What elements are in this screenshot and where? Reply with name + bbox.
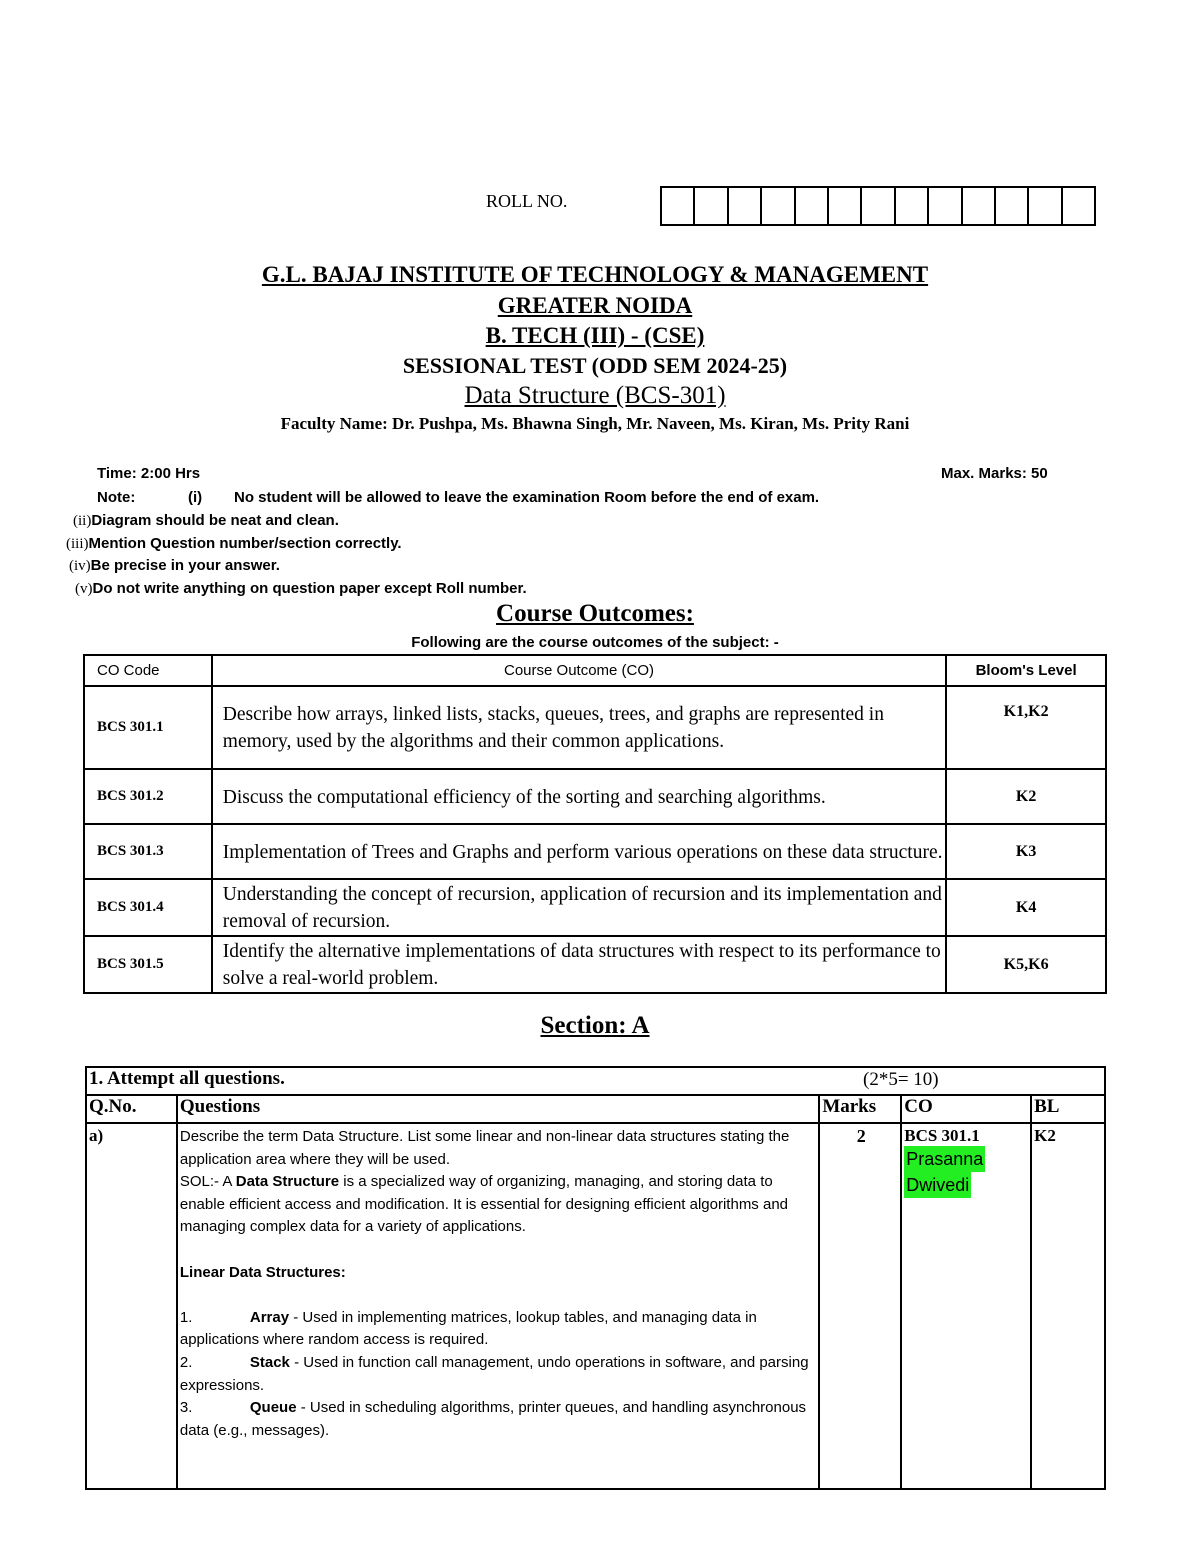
co-level: K5,K6 bbox=[946, 936, 1106, 993]
solution-rest: is a specialized way of organizing, managing, and storing data to enable efficient access and modification. It is essential for designing efficient algorithms and managing complex data for a variety of applications. bbox=[179, 1173, 789, 1236]
question-marks: 2 bbox=[819, 1123, 901, 1489]
roll-no-label: ROLL NO. bbox=[486, 191, 568, 211]
co-code: BCS 301.2 bbox=[84, 769, 212, 824]
co-level: K1,K2 bbox=[946, 686, 1106, 769]
col-header-co-code: CO Code bbox=[84, 655, 212, 686]
roll-box[interactable] bbox=[796, 188, 829, 224]
table-row bbox=[84, 936, 1106, 993]
list-item bbox=[180, 1352, 818, 1397]
col-header-qno: Q.No. bbox=[86, 1095, 177, 1123]
section-instruction: 1. Attempt all questions. bbox=[89, 1068, 285, 1089]
list-item bbox=[180, 1307, 818, 1352]
roll-box[interactable] bbox=[1029, 188, 1062, 224]
roll-box[interactable] bbox=[862, 188, 895, 224]
item-name: Stack bbox=[249, 1353, 290, 1371]
table-header-row bbox=[84, 655, 1106, 686]
roll-box[interactable] bbox=[729, 188, 762, 224]
col-header-marks: Marks bbox=[819, 1095, 901, 1123]
question-bl: K2 bbox=[1031, 1123, 1105, 1489]
roll-box[interactable] bbox=[662, 188, 695, 224]
solution-text bbox=[180, 1171, 818, 1239]
roll-box[interactable] bbox=[1063, 188, 1094, 224]
note-text: No student will be allowed to leave the examination Room before the end of exam. bbox=[234, 489, 820, 506]
item-name: Queue bbox=[249, 1399, 297, 1417]
co-description: Discuss the computational efficiency of the sorting and searching algorithms. bbox=[212, 769, 946, 824]
solution-prefix: SOL:- A bbox=[179, 1173, 236, 1191]
co-level: K2 bbox=[946, 769, 1106, 824]
test-name: SESSIONAL TEST (ODD SEM 2024-25) bbox=[402, 353, 788, 378]
item-text: - Used in function call management, undo operations in software, and parsing expressions. bbox=[179, 1353, 809, 1394]
co-description: Understanding the concept of recursion, application of recursion and its implementation and removal of recursion. bbox=[212, 879, 946, 936]
co-code: BCS 301.1 bbox=[84, 686, 212, 769]
item-number: 2. bbox=[179, 1353, 193, 1371]
co-description: Implementation of Trees and Graphs and perform various operations on these data structure. bbox=[212, 824, 946, 879]
note-label: Note: bbox=[97, 489, 136, 506]
note-line bbox=[73, 512, 339, 530]
institute-city: GREATER NOIDA bbox=[497, 293, 693, 318]
institute-name: G.L. BAJAJ INSTITUTE OF TECHNOLOGY & MANAGEMENT bbox=[261, 262, 929, 287]
section-a-table bbox=[85, 1066, 1106, 1490]
co-level: K3 bbox=[946, 824, 1106, 879]
list-item bbox=[180, 1397, 818, 1442]
highlight-annotation: Prasanna bbox=[904, 1146, 985, 1172]
table-header-row bbox=[86, 1095, 1105, 1123]
subject-title: Data Structure (BCS-301) bbox=[464, 382, 726, 409]
item-name: Array bbox=[249, 1308, 290, 1326]
item-text: - Used in implementing matrices, lookup tables, and managing data in applications where random access is required. bbox=[179, 1308, 757, 1349]
item-text: - Used in scheduling algorithms, printer queues, and handling asynchronous data (e.g., messages). bbox=[179, 1399, 807, 1439]
section-title: Section: A bbox=[540, 1012, 650, 1039]
question-co-cell bbox=[901, 1123, 1031, 1489]
co-code: BCS 301.3 bbox=[84, 824, 212, 879]
col-header-blooms-level: Bloom's Level bbox=[946, 655, 1106, 686]
col-header-bl: BL bbox=[1031, 1095, 1105, 1123]
col-header-co: CO bbox=[901, 1095, 1031, 1123]
roll-box[interactable] bbox=[896, 188, 929, 224]
table-row bbox=[84, 879, 1106, 936]
roll-box[interactable] bbox=[996, 188, 1029, 224]
col-header-course-outcome: Course Outcome (CO) bbox=[212, 655, 946, 686]
item-number: 1. bbox=[179, 1308, 193, 1326]
course-name: B. TECH (III) - (CSE) bbox=[485, 323, 705, 348]
co-code: BCS 301.5 bbox=[84, 936, 212, 993]
marks-formula: (2*5= 10) bbox=[863, 1069, 939, 1090]
co-level: K4 bbox=[946, 879, 1106, 936]
table-row bbox=[86, 1123, 1105, 1489]
table-row bbox=[84, 686, 1106, 769]
co-description: Describe how arrays, linked lists, stacks, queues, trees, and graphs are represented in memory, used by the algorithms and their common applications. bbox=[212, 686, 946, 769]
question-body bbox=[177, 1123, 819, 1489]
linear-heading: Linear Data Structures: bbox=[179, 1263, 346, 1281]
note-text: Mention Question number/section correctly. bbox=[88, 535, 402, 552]
roll-box[interactable] bbox=[695, 188, 728, 224]
section-instruction-row bbox=[86, 1067, 1105, 1095]
question-number: a) bbox=[86, 1123, 177, 1489]
co-code: BCS 301.4 bbox=[84, 879, 212, 936]
solution-term: Data Structure bbox=[235, 1173, 340, 1191]
note-text: Diagram should be neat and clean. bbox=[91, 512, 339, 529]
course-outcomes-subtitle: Following are the course outcomes of the subject: - bbox=[411, 634, 779, 651]
highlight-annotation: Dwivedi bbox=[904, 1172, 971, 1198]
note-line bbox=[66, 535, 402, 553]
roll-box[interactable] bbox=[963, 188, 996, 224]
faculty-names: Faculty Name: Dr. Pushpa, Ms. Bhawna Singh, Mr. Naveen, Ms. Kiran, Ms. Prity Rani bbox=[280, 414, 910, 433]
co-description: Identify the alternative implementations of data structures with respect to its performance to solve a real-world problem. bbox=[212, 936, 946, 993]
table-row bbox=[84, 824, 1106, 879]
item-number: 3. bbox=[179, 1399, 193, 1417]
max-marks: Max. Marks: 50 bbox=[941, 465, 1048, 482]
roll-box[interactable] bbox=[829, 188, 862, 224]
roll-box[interactable] bbox=[762, 188, 795, 224]
note-number: (iii) bbox=[66, 536, 89, 552]
note-number: (iv) bbox=[69, 558, 91, 574]
question-text: Describe the term Data Structure. List some linear and non-linear data structures stating the application area where they will be used. bbox=[179, 1128, 790, 1168]
course-outcomes-title: Course Outcomes: bbox=[496, 600, 694, 627]
table-row bbox=[84, 769, 1106, 824]
note-line bbox=[69, 557, 280, 575]
note-text: Do not write anything on question paper except Roll number. bbox=[92, 580, 527, 597]
note-number: (i) bbox=[188, 489, 203, 506]
roll-box[interactable] bbox=[929, 188, 962, 224]
note-number: (v) bbox=[75, 581, 93, 597]
note-number: (ii) bbox=[73, 513, 92, 529]
note-line bbox=[75, 580, 527, 598]
time-allowed: Time: 2:00 Hrs bbox=[97, 465, 201, 482]
course-outcomes-table bbox=[83, 654, 1107, 994]
question-co: BCS 301.1 bbox=[904, 1126, 980, 1145]
col-header-questions: Questions bbox=[177, 1095, 819, 1123]
roll-no-boxes[interactable] bbox=[660, 186, 1096, 226]
note-text: Be precise in your answer. bbox=[90, 557, 280, 574]
